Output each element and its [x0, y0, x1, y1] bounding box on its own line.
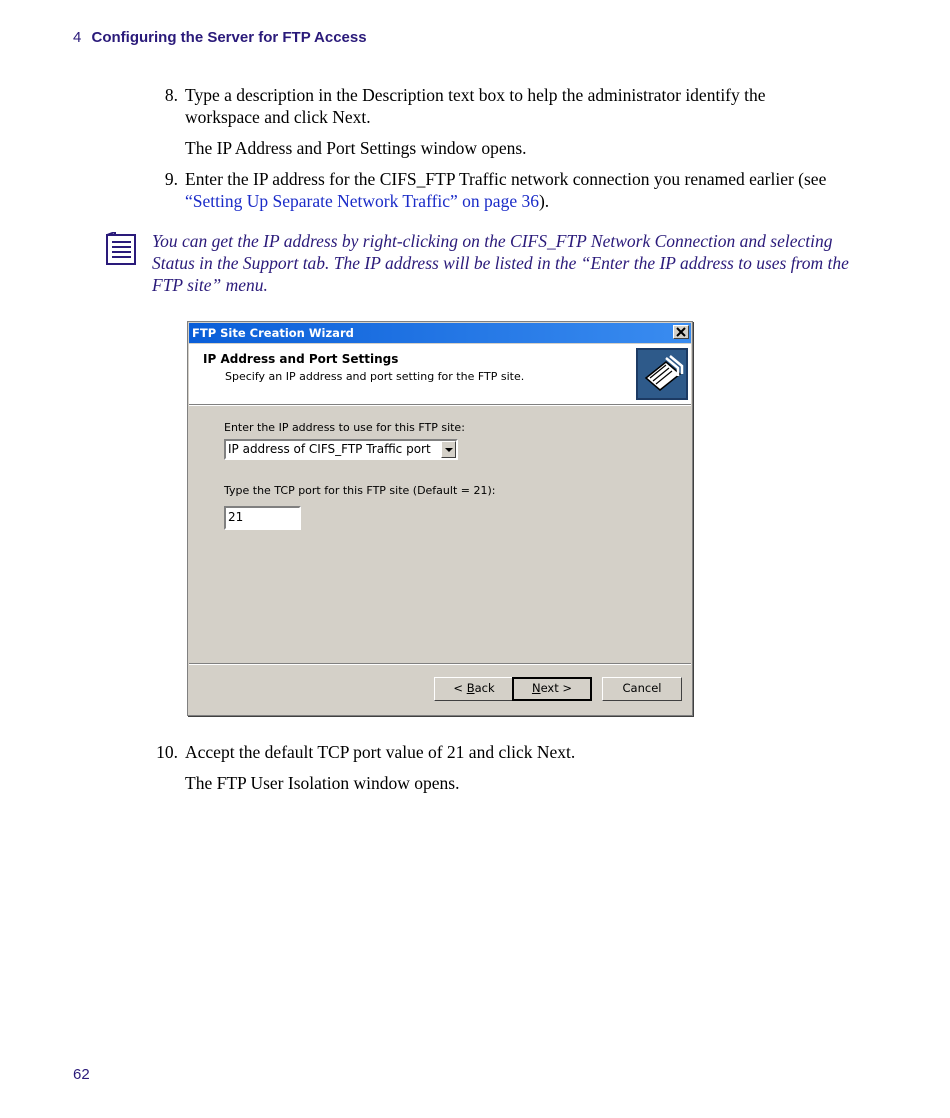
close-icon [674, 326, 688, 338]
step-text: Accept the default TCP port value of 21 and click Next. [185, 742, 576, 762]
page-number: 62 [73, 1066, 90, 1083]
header-divider [189, 405, 691, 406]
step-10-result: The FTP User Isolation window opens. [185, 773, 460, 793]
port-label: Type the TCP port for this FTP site (Default = 21): [224, 484, 496, 497]
chapter-title: Configuring the Server for FTP Access [91, 29, 367, 46]
dialog-titlebar [189, 323, 691, 343]
dialog-title: FTP Site Creation Wizard [192, 326, 354, 340]
step-text-before: Enter the IP address for the CIFS_FTP Traffic network connection you renamed earlier (see [185, 169, 827, 189]
button-divider-highlight [189, 664, 691, 665]
step-number: 10. [156, 742, 178, 762]
wizard-step-title: IP Address and Port Settings [203, 352, 399, 366]
tcp-port-input[interactable]: 21 [224, 506, 301, 530]
ftp-wizard-icon [636, 348, 688, 400]
step-9 [150, 168, 840, 212]
step-8 [150, 84, 840, 128]
next-button[interactable]: Next > [512, 677, 592, 701]
back-button[interactable]: < Back [434, 677, 514, 701]
step-10 [150, 741, 840, 763]
ftp-wizard-dialog [187, 321, 693, 716]
wizard-step-subtitle: Specify an IP address and port setting for the FTP site. [225, 370, 525, 383]
step-text-after: ). [538, 191, 550, 211]
step-text [185, 168, 840, 212]
step-number: 8. [164, 85, 178, 105]
running-header [73, 29, 367, 46]
step-8-result: The IP Address and Port Settings window opens. [185, 138, 527, 158]
note-text: You can get the IP address by right-clicking on the CIFS_FTP Network Connection and selecting Status in the Support tab. The IP address will be listed in the “Enter the IP address to uses from the FTP site” menu. [152, 231, 849, 295]
wizard-header [189, 344, 691, 405]
cancel-button[interactable]: Cancel [602, 677, 682, 701]
ip-address-value: IP address of CIFS_FTP Traffic port [228, 442, 431, 456]
step-text: Type a description in the Description text box to help the administrator identify the workspace and click Next. [185, 85, 766, 127]
close-button[interactable] [673, 325, 689, 339]
cross-reference-link[interactable]: “Setting Up Separate Network Traffic” on page 36 [185, 191, 539, 211]
chevron-down-icon[interactable] [441, 441, 456, 458]
ip-address-select[interactable] [224, 439, 458, 460]
step-number: 9. [164, 169, 178, 189]
note-icon [104, 232, 138, 266]
ip-label: Enter the IP address to use for this FTP site: [224, 421, 465, 434]
chapter-number: 4 [73, 29, 82, 46]
